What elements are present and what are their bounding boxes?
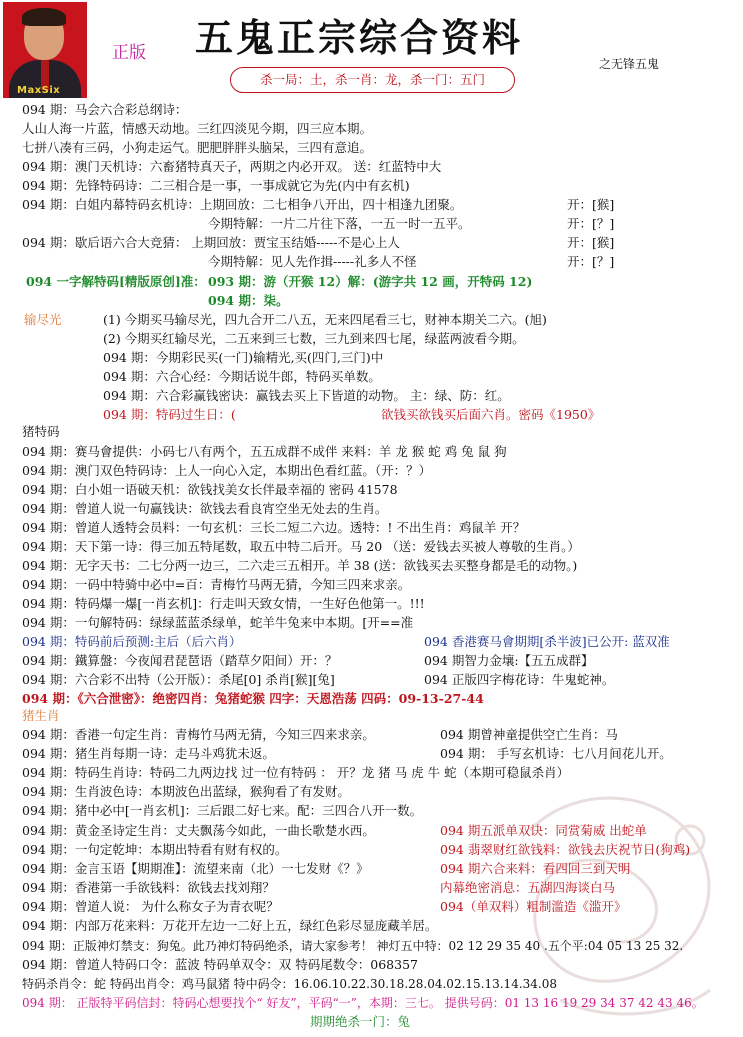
line-zengdaoren-3: 094 期：曾道人说： 为什么称女子为青衣呢？ [22,899,279,914]
line-xiehouyu-today: 今期特解：见人先作揖-----礼多人不怪 [208,254,417,269]
line-zhili: 094 期智力金壤:【五五成群】 [424,653,594,668]
section-pig-zodiac-label: 猪生肖 [22,708,60,723]
line-baijie-today: 今期特解：一片二片往下落，一五一时一五平。 [208,216,471,231]
line-wupai: 094 期五派单双诀：同赏菊威 出蛇单 [440,823,647,838]
line-zhuzhong: 094 期：猪中必中[一肖玄机]：三后跟二好七来。配：三四合八开一数。 [22,803,423,818]
section-pig-label: 猪特码 [22,424,60,439]
line-juesha: 期期绝杀一门：兔 [310,1014,411,1029]
line-neimu: 内幕绝密消息：五湖四海谈白马 [440,880,616,895]
line-xianggang-diyi: 094 期：香港第一手欲钱料：欲钱去找刘翔？ [22,880,275,895]
line-xiehouyu-open: 开：[猴] [567,235,615,250]
line-jinyan: 094 期：金言玉语【期期准】：流望来南（北）一七发财《？》 [22,861,369,876]
line-lose-4: 094 期：六合心经：今期话说牛郎，特码买单数。 [103,369,381,384]
line-zengdaoren-2: 094 期：曾道人透特会员料：一句玄机：三长二短二六边。透特：! 不出生肖：鸡鼠羊 开？ [22,520,526,535]
line-birthday: 094 期：特码过生日：( [103,407,236,422]
line-baijie-open: 开：[猴] [567,197,615,212]
line-saima: 094 期：赛马會提供：小码七八有两个，五五成群不成伴 来料：羊 龙 猴 蛇 鸡 兔 鼠 狗 [22,444,507,459]
line-baoyibao: 094 期：特码爆一爆[一肖玄机]：行走叫天致女情，一生好色他第一。!!! [22,596,425,611]
line-tiesuanpan: 094 期：鐵算盤：今夜闻君琵琶语（踏草夕阳间）开：？ [22,653,338,668]
line-xinfeng: 094 期： 正版特平码信封：特码心想要找个“ 好友”，平码“一”，本期：三七。 提供号码：01 13 16 19 29 34 37 42 43 46。 [22,996,704,1010]
line-birthday-code: 欲钱买欲钱买后面六肖。密码《1950》 [381,407,601,422]
page-title: 五鬼正宗综合资料 [195,15,524,60]
line-xiehouyu-today-open: 开：[？] [567,254,615,269]
photo-logo: MaxSix [17,85,61,96]
line-lose-1: (1) 今期买马输尽光，四九合开二八五，无来四尾看三七，财神本期关二六。(旭) [103,312,547,327]
title-signature: 之无锋五鬼 [599,57,660,71]
line-xianggang-yiju: 094 期：香港一句定生肖：青梅竹马两无猜，今知三四来求亲。 [22,727,375,742]
line-bose: 094 期：生肖波色诗：本期波色出蓝绿，猴狗看了有发财。 [22,784,350,799]
line-shaban: 094 香港赛马會期期[杀半波]已公开: 蓝双准 [424,634,670,649]
line-lose-2: (2) 今期买红输尽光，二五来到三七数，三九到来四七尾，绿蓝两波看今期。 [103,331,525,346]
kill-banner-text: 杀一局：土，杀一肖：龙，杀一门：五门 [259,72,485,87]
line-tianji: 094 期：澳门天机诗：六畜猪特真天子，两期之内必开双。 送：红蓝特中大 [22,159,442,174]
line-xiehouyu: 094 期：歇后语六合大竞猜： 上期回放：贾宝玉结婚-----不是心上人 [22,235,400,250]
line-qiankun: 094 期：一句定乾坤：本期出特看有财有权的。 [22,842,288,857]
line-yizi-title: 094 一字解特码[精版原创]准： [26,274,206,289]
line-shaxiao: 特码杀肖令：蛇 特码出肖令：鸡马鼠猪 特中码令：16.06.10.22.30.18.28.04.02.15.13.14.34.08 [22,977,557,991]
line-xianfeng: 094 期：先锋特码诗：二三相合是一事，一事成就它为先(内中有玄机) [22,178,410,193]
line-zonggang-1: 人山人海一片蓝，情感天动地。三红四淡见今期，四三应本期。 [22,121,373,136]
line-shendeng: 094 期：正版神灯禁支：狗兔。此乃神灯特码绝杀，请大家参考！ 神灯五中特：02 12 29 35 40 .五个平:04 05 13 25 32. [22,939,684,953]
line-yima: 094 期：一码中特骑中必中=百：青梅竹马两无猜，今知三四来求亲。 [22,577,411,592]
line-shouxie: 094 期： 手写玄机诗：七八月间花儿开。 [440,746,672,761]
line-liuhe-laliao: 094 期六合来料：看四回三到天明 [440,861,631,876]
line-baijie: 094 期：白姐内幕特码玄机诗：上期回放：二七相争八开出，四十相逢九团聚。 [22,197,463,212]
line-aomen-color: 094 期：澳门双色特码诗：上人一向心入定，本期出色看红蓝。（开：？） [22,463,432,478]
line-zonggang: 094 期：马会六合彩总纲诗： [22,102,188,117]
line-baijie-today-open: 开：[？] [567,216,615,231]
line-xiemi: 094 期：《六合泄密》：绝密四肖：兔猪蛇猴 四字：天恩浩荡 四码：09-13-27-44 [22,691,484,706]
line-wuzi: 094 期：无字天书：二七分两一边三，二六走三五相开。羊 38 (送：欲钱买去买整身都是毛的动物。) [22,558,578,573]
line-qianhou: 094 期：特码前后预测:主后（后六肖） [22,634,242,649]
line-wanhua: 094 期：内部万花来料：万花开左边一二好上五，绿红色彩尽显庞藏羊居。 [22,918,438,933]
line-buchute: 094 期：六合彩不出特（公开版）：杀尾[0] 杀肖[猴][兔] [22,672,335,687]
line-tianxia: 094 期：天下第一诗：得三加五特尾数，取五中特二后开。马 20 （送：爱钱去买被人尊敬的生肖。） [22,539,580,554]
line-huangjin: 094 期：黄金圣诗定生肖：丈夫飘荡今如此，一曲长歌楚水西。 [22,823,375,838]
line-zengshentong: 094 期曾神童提供空亡生肖：马 [440,727,618,742]
line-bai-xiaojie: 094 期：白小姐一语破天机：欲钱找美女长伴最幸福的 密码 41578 [22,482,398,497]
line-yiju: 094 期：一句解特码：绿绿蓝蓝杀绿单，蛇羊牛兔来中本期。[开==准 [22,615,414,630]
line-lose-3: 094 期：今期彩民买(一门)输精光,买(四门,三门)中 [103,350,384,365]
line-meihua: 094 正版四字梅花诗：牛鬼蛇神。 [424,672,615,687]
line-danshuang: 094（单双料）粗制滥造《滥开》 [440,899,627,914]
line-feicui: 094 翡翠财红欲钱料：欲钱去庆祝节日(狗鸡) [440,842,691,857]
edition-label: 正版 [112,43,146,63]
line-zhu-meiqi: 094 期：猪生肖每期一诗：走马斗鸡犹未返。 [22,746,275,761]
line-texiao-shi: 094 期：特码生肖诗：特码二九两边找 过一位有特码 ： 开？龙 猪 马 虎 牛 蛇（本期可稳鼠杀肖） [22,765,570,780]
section-lose-label: 输尽光 [24,312,62,327]
line-kouling: 094 期：曾道人特码口令：蓝波 特码单双令：双 特码尾数令：068357 [22,957,418,972]
line-zengdaoren-1: 094 期：曾道人说一句赢钱诀：欲钱去看良宵空坐无处去的生肖。 [22,501,388,516]
line-yizi-current: 094 期：柒。 [208,293,289,308]
kill-banner [230,67,515,93]
line-lose-5: 094 期：六合彩赢钱密诀：赢钱去买上下皆道的动物。 主：绿、防：红。 [103,388,510,403]
line-zonggang-2: 七拼八凑有三码，小狗走运气。肥肥胖胖头脑呆，三四有意追。 [22,140,373,155]
author-photo [3,2,87,98]
line-yizi-answer: 093 期：游（开猴 12）解：(游字共 12 画，开特码 12) [208,274,533,289]
